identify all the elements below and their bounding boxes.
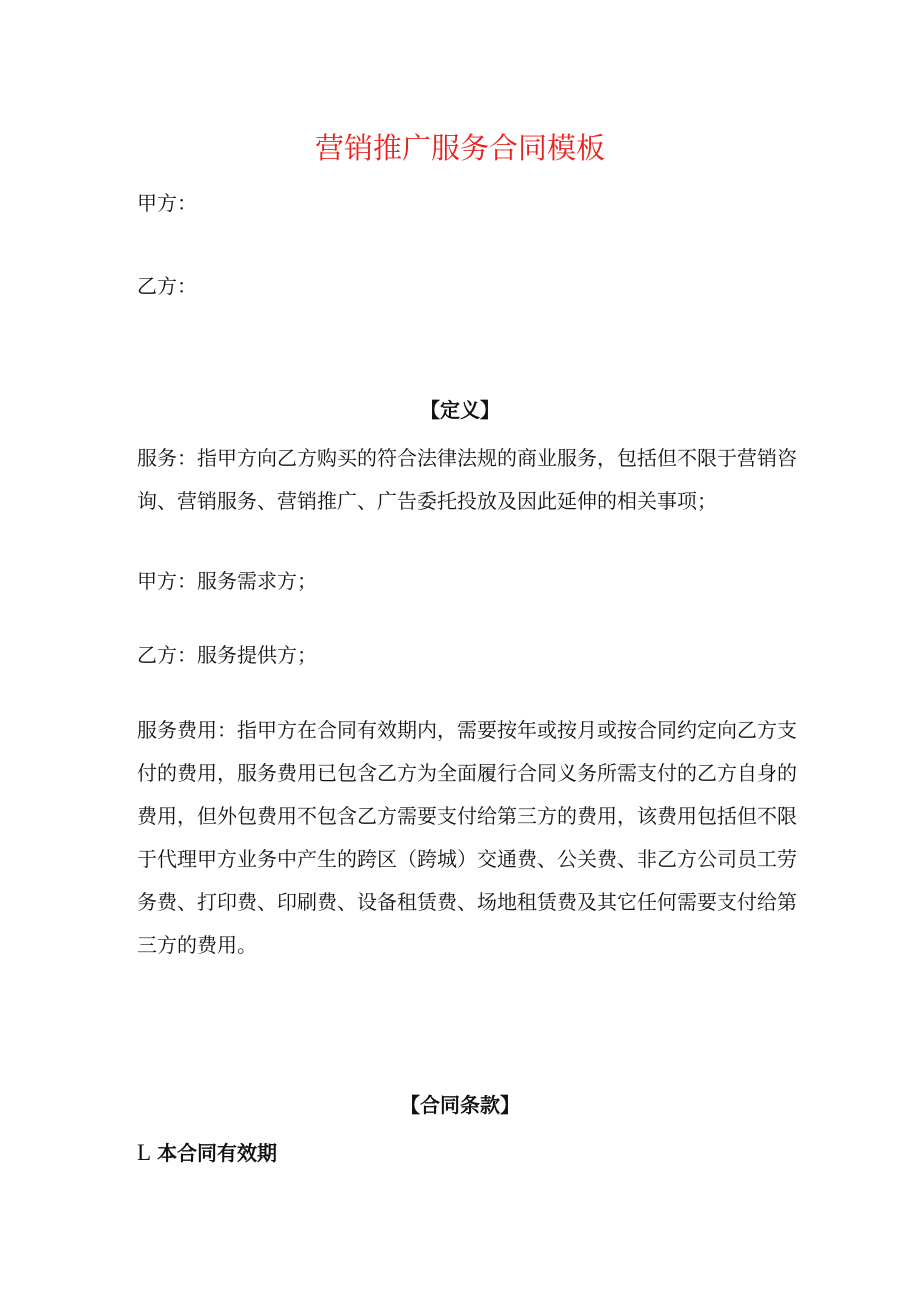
definition-service: 服务：指甲方向乙方购买的符合法律法规的商业服务，包括但不限于营销咨询、营销服务、营销推广、广告委托投放及因此延伸的相关事项； [137,446,797,513]
party-a-label: 甲方： [137,191,197,215]
terms-heading: 【合同条款】 [400,1093,520,1117]
definition-party-a: 甲方：服务需求方； [137,569,317,593]
party-b-label: 乙方： [137,274,197,298]
document-title: 营销推广服务合同模板 [314,131,605,165]
clause-1-heading [137,1133,277,1173]
definition-service-fee: 服务费用：指甲方在合同有效期内，需要按年或按月或按合同约定向乙方支付的费用，服务费用已包含乙方为全面履行合同义务所需支付的乙方自身的费用，但外包费用不包含乙方需要支付给第三方的费用，该费用包括但不限于代理甲方业务中产生的跨区（跨城）交通费、公关费、非乙方公司员工劳务费、打印费、印刷费、设备租赁费、场地租赁费及其它任何需要支付给第三方的费用。 [137,718,797,957]
definition-party-b: 乙方：服务提供方； [137,643,317,667]
clause-1-number: L [137,1140,152,1165]
clause-1-title: 本合同有效期 [157,1141,278,1165]
definitions-heading: 【定义】 [420,398,500,422]
